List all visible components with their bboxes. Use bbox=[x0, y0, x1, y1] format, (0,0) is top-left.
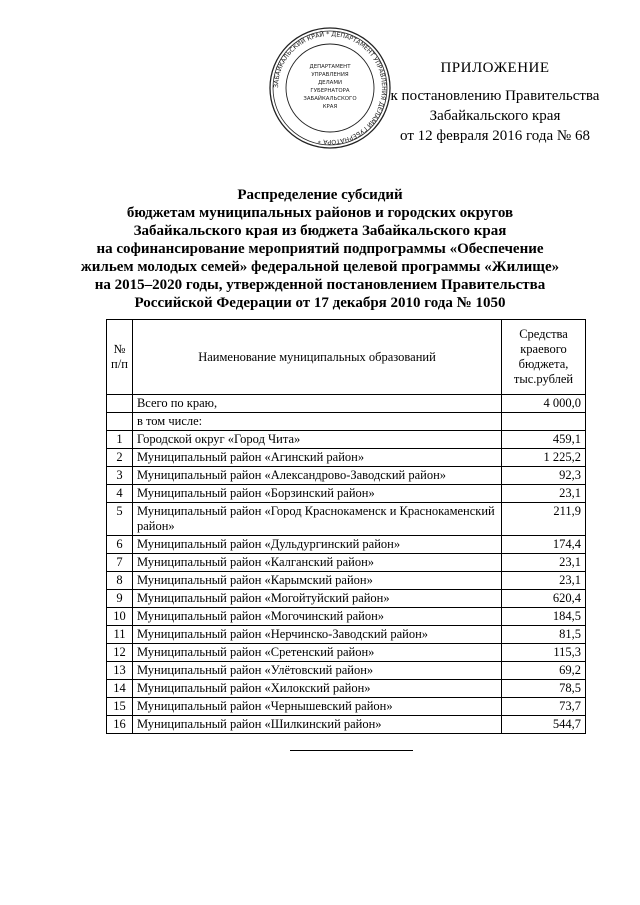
row-amount: 69,2 bbox=[502, 662, 586, 680]
stamp-center-text bbox=[303, 64, 356, 110]
table-header-row bbox=[107, 320, 586, 395]
table-row bbox=[107, 554, 586, 572]
table-row bbox=[107, 485, 586, 503]
row-name: Муниципальный район «Борзинский район» bbox=[132, 485, 501, 503]
svg-text:ДЕЛАМИ: ДЕЛАМИ bbox=[317, 80, 343, 86]
row-amount: 23,1 bbox=[502, 572, 586, 590]
table-row bbox=[107, 590, 586, 608]
row-amount: 211,9 bbox=[502, 503, 586, 536]
row-number: 6 bbox=[107, 536, 133, 554]
svg-text:ЗАБАЙКАЛЬСКОГО: ЗАБАЙКАЛЬСКОГО bbox=[303, 96, 357, 102]
row-number: 4 bbox=[107, 485, 133, 503]
header-amount: Средства краевого бюджета, тыс.рублей bbox=[502, 320, 586, 395]
row-amount: 23,1 bbox=[502, 485, 586, 503]
row-name: Муниципальный район «Дульдургинский район» bbox=[132, 536, 501, 554]
svg-text:ГУБЕРНАТОРА: ГУБЕРНАТОРА bbox=[310, 88, 350, 94]
row-name: Муниципальный район «Могочинский район» bbox=[132, 608, 501, 626]
row-amount: 459,1 bbox=[502, 431, 586, 449]
row-name: Муниципальный район «Хилокский район» bbox=[132, 680, 501, 698]
row-number: 14 bbox=[107, 680, 133, 698]
table-row bbox=[107, 626, 586, 644]
total-num bbox=[107, 395, 133, 413]
row-number: 2 bbox=[107, 449, 133, 467]
row-name: Муниципальный район «Чернышевский район» bbox=[132, 698, 501, 716]
row-name: Муниципальный район «Город Краснокаменск и Краснокаменский район» bbox=[132, 503, 501, 536]
header-number: № п/п bbox=[107, 320, 133, 395]
row-number: 7 bbox=[107, 554, 133, 572]
appendix-line-2: Забайкальского края bbox=[429, 108, 561, 124]
table-row bbox=[107, 680, 586, 698]
svg-text:УПРАВЛЕНИЯ: УПРАВЛЕНИЯ bbox=[311, 72, 349, 78]
row-name: Городской округ «Город Чита» bbox=[132, 431, 501, 449]
svg-text:ДЕПАРТАМЕНТ: ДЕПАРТАМЕНТ bbox=[309, 64, 351, 70]
total-amount: 4 000,0 bbox=[502, 395, 586, 413]
including-label: в том числе: bbox=[132, 413, 501, 431]
row-name: Муниципальный район «Улётовский район» bbox=[132, 662, 501, 680]
appendix-line-1: к постановлению Правительства bbox=[390, 88, 600, 104]
table-row bbox=[107, 467, 586, 485]
row-number: 10 bbox=[107, 608, 133, 626]
title-line: Забайкальского края из бюджета Забайкальского края bbox=[133, 223, 507, 239]
table-row bbox=[107, 449, 586, 467]
table-row bbox=[107, 536, 586, 554]
official-stamp bbox=[268, 26, 392, 150]
row-number: 13 bbox=[107, 662, 133, 680]
title-line: на 2015–2020 годы, утвержденной постановлением Правительства bbox=[94, 277, 546, 293]
title-line: Распределение субсидий bbox=[237, 187, 403, 203]
row-name: Муниципальный район «Сретенский район» bbox=[132, 644, 501, 662]
table-row bbox=[107, 503, 586, 536]
table-row bbox=[107, 716, 586, 734]
table-row bbox=[107, 698, 586, 716]
row-amount: 73,7 bbox=[502, 698, 586, 716]
row-number: 9 bbox=[107, 590, 133, 608]
appendix-line-3: от 12 февраля 2016 года № 68 bbox=[400, 128, 590, 144]
title-line: бюджетам муниципальных районов и городских округов bbox=[126, 205, 514, 221]
document-title bbox=[80, 186, 560, 312]
row-number: 11 bbox=[107, 626, 133, 644]
row-name: Муниципальный район «Александрово-Заводский район» bbox=[132, 467, 501, 485]
row-amount: 1 225,2 bbox=[502, 449, 586, 467]
row-number: 15 bbox=[107, 698, 133, 716]
row-amount: 620,4 bbox=[502, 590, 586, 608]
row-name: Муниципальный район «Карымский район» bbox=[132, 572, 501, 590]
table-row bbox=[107, 644, 586, 662]
row-amount: 78,5 bbox=[502, 680, 586, 698]
title-line: на софинансирование мероприятий подпрограммы «Обеспечение bbox=[96, 241, 544, 257]
total-label: Всего по краю, bbox=[132, 395, 501, 413]
appendix-title: ПРИЛОЖЕНИЕ bbox=[440, 60, 550, 76]
row-name: Муниципальный район «Могойтуйский район» bbox=[132, 590, 501, 608]
row-number: 8 bbox=[107, 572, 133, 590]
including-row bbox=[107, 413, 586, 431]
row-amount: 544,7 bbox=[502, 716, 586, 734]
header-name: Наименование муниципальных образований bbox=[132, 320, 501, 395]
row-number: 5 bbox=[107, 503, 133, 536]
row-number: 1 bbox=[107, 431, 133, 449]
end-divider bbox=[290, 750, 413, 751]
row-name: Муниципальный район «Агинский район» bbox=[132, 449, 501, 467]
table-row bbox=[107, 431, 586, 449]
table-row bbox=[107, 662, 586, 680]
appendix-block bbox=[380, 58, 610, 146]
title-line: жильем молодых семей» федеральной целевой программы «Жилище» bbox=[80, 259, 560, 275]
subsidy-table bbox=[106, 319, 586, 734]
row-number: 3 bbox=[107, 467, 133, 485]
svg-text:КРАЯ: КРАЯ bbox=[322, 104, 338, 110]
row-amount: 81,5 bbox=[502, 626, 586, 644]
row-name: Муниципальный район «Шилкинский район» bbox=[132, 716, 501, 734]
row-amount: 184,5 bbox=[502, 608, 586, 626]
table-row bbox=[107, 608, 586, 626]
row-number: 16 bbox=[107, 716, 133, 734]
stamp-ring-text: ЗАБАЙКАЛЬСКИЙ КРАЙ * ДЕПАРТАМЕНТ УПРАВЛЕНИЯ ДЕЛАМИ ГУБЕРНАТОРА * bbox=[272, 30, 388, 146]
row-number: 12 bbox=[107, 644, 133, 662]
row-name: Муниципальный район «Нерчинско-Заводский район» bbox=[132, 626, 501, 644]
title-line: Российской Федерации от 17 декабря 2010 года № 1050 bbox=[134, 295, 506, 311]
including-num bbox=[107, 413, 133, 431]
total-row bbox=[107, 395, 586, 413]
row-amount: 174,4 bbox=[502, 536, 586, 554]
row-amount: 23,1 bbox=[502, 554, 586, 572]
row-amount: 115,3 bbox=[502, 644, 586, 662]
row-name: Муниципальный район «Калганский район» bbox=[132, 554, 501, 572]
table-row bbox=[107, 572, 586, 590]
row-amount: 92,3 bbox=[502, 467, 586, 485]
including-amount bbox=[502, 413, 586, 431]
